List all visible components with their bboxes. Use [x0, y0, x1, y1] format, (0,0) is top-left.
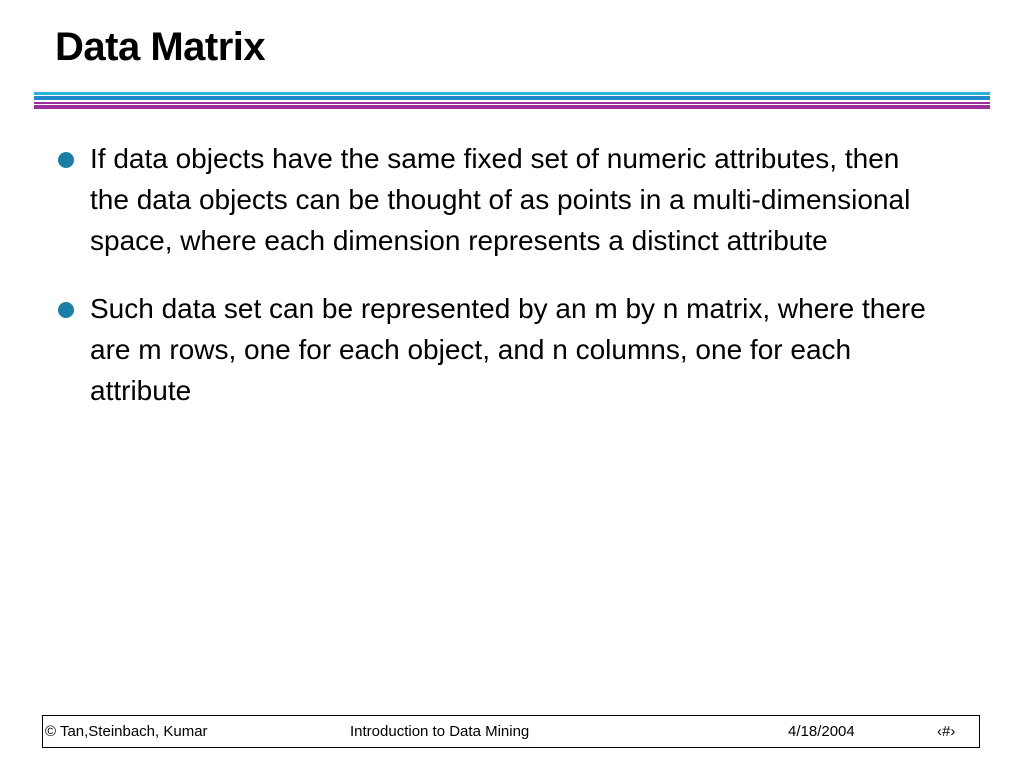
- bullet-text: Such data set can be represented by an m by n matrix, where there are m rows, one for each object, and n columns, one for each attribute: [90, 293, 926, 406]
- divider-band-cyan: [34, 92, 990, 95]
- bullet-icon: [58, 302, 74, 318]
- title-divider: [34, 92, 990, 110]
- bullet-item: [58, 288, 938, 411]
- footer-course-title: Introduction to Data Mining: [350, 723, 530, 740]
- bullet-text: If data objects have the same fixed set of numeric attributes, then the data objects can be thought of as points in a multi-dimensional space, where each dimension represents a distinct attribute: [90, 143, 911, 256]
- bullet-list: [58, 138, 938, 438]
- footer-copyright: © Tan,Steinbach, Kumar: [45, 723, 208, 740]
- slide-title: Data Matrix: [55, 25, 266, 69]
- footer-date: 4/18/2004: [788, 723, 855, 740]
- bullet-item: [58, 138, 938, 261]
- slide-footer: [42, 715, 980, 748]
- footer-page-number: ‹#›: [937, 723, 956, 740]
- divider-band-purple-thin: [34, 102, 990, 104]
- divider-band-purple: [34, 105, 990, 109]
- bullet-icon: [58, 152, 74, 168]
- divider-band-blue: [34, 96, 990, 100]
